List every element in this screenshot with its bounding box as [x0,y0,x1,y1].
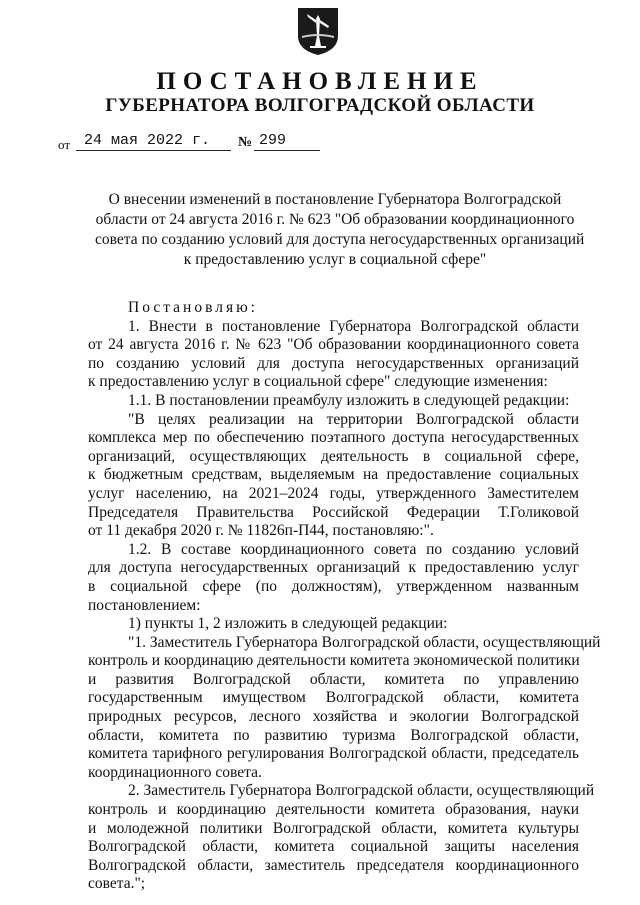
body-line: Волгоградской области, комитета социальной защиты населения [88,838,579,856]
body-line: Волгоградской области, заместитель председателя координационного [88,856,579,874]
body-line: контроль и координацию деятельности комитета образования, науки [88,801,579,819]
body-line: 1.2. В составе координационного совета по созданию условий [128,540,579,558]
document-title: ПОСТАНОВЛЕНИЕ [156,68,484,95]
body-line: в социальной сфере (по должностям), утвержденном названным [88,577,579,595]
document-subtitle: ГУБЕРНАТОРА ВОЛГОГРАДСКОЙ ОБЛАСТИ [105,95,535,116]
body-line: по созданию условий для доступа негосударственных организаций [88,354,579,372]
body-line: к бюджетным средствам, выделяемым на предоставление социальных [88,466,579,484]
body-line: к предоставлению услуг в социальной сфере" следующие изменения: [88,373,548,391]
heading-line: к предоставлению услуг в социальной сфере" [183,251,487,268]
body-line: 1) пункты 1, 2 изложить в следующей редакции: [128,615,448,633]
body-line: комитета тарифного регулирования Волгоградской области, председатель [88,745,579,763]
body-line: и развития Волгоградской области, комитета по управлению [88,670,579,688]
document-body [88,299,601,894]
document-date: 24 мая 2022 г. [84,132,211,149]
date-underline [76,150,231,151]
document-number: 299 [259,132,287,149]
body-line: постановлением: [88,596,201,614]
date-prefix: от [58,137,71,152]
body-line: 2. Заместитель Губернатора Волгоградской области, осуществляющий [128,782,595,800]
heading-line: совета по созданию условий для доступа негосударственных организаций [95,231,585,248]
body-line: области, комитета по развитию туризма Волгоградской области, [88,726,579,744]
heading-line: О внесении изменений в постановление Губернатора Волгоградской [108,191,562,208]
body-line: "1. Заместитель Губернатора Волгоградской области, осуществляющий [128,633,601,651]
number-underline [254,150,320,151]
body-line: услуг населению, на 2021–2024 годы, утвержденного Заместителем [88,484,579,502]
body-line: от 24 августа 2016 г. № 623 "Об образовании координационного совета [88,336,579,354]
body-line: Председателя Правительства Российской Федерации Т.Голиковой [88,503,579,521]
number-sign: № [238,135,253,150]
body-line: комплекса мер по обеспечению поэтапного доступа негосударственных [88,429,579,447]
body-line: государственным имуществом Волгоградской области, комитета [88,689,579,707]
body-line: Постановляю: [128,299,258,316]
body-line: организаций, осуществляющих деятельность в социальной сфере, [88,447,579,465]
body-line: для доступа негосударственных организаций к предоставлению услуг [88,559,579,577]
body-line: от 11 декабря 2020 г. № 11826п-П44, постановляю:". [88,522,434,540]
body-line: и молодежной политики Волгоградской области, комитета культуры [88,819,579,837]
heading-line: области от 24 августа 2016 г. № 623 "Об образовании координационного [95,211,575,228]
body-line: "В целях реализации на территории Волгоградской области [128,410,579,428]
body-line: контроль и координацию деятельности комитета экономической политики [88,652,580,670]
body-line: природных ресурсов, лесного хозяйства и экологии Волгоградской [88,708,579,726]
document-heading [95,190,585,270]
body-line: 1. Внести в постановление Губернатора Волгоградской области [128,317,579,335]
body-line: 1.1. В постановлении преамбулу изложить в следующей редакции: [128,391,570,409]
body-line: координационного совета. [88,763,262,781]
volgograd-coat-of-arms-icon [296,6,340,56]
body-line: совета."; [88,875,146,893]
